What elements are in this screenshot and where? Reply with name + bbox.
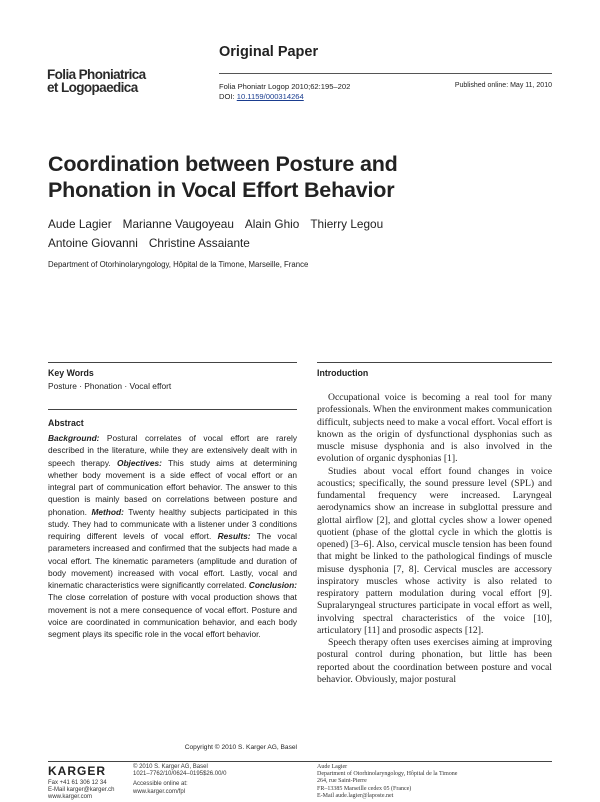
issn: 1021–7762/10/0624–0195$26.00/0 xyxy=(133,771,227,778)
author: Christine Assaiante xyxy=(148,236,250,250)
access-label: Accessible online at: xyxy=(133,781,188,788)
author: Thierry Legou xyxy=(310,217,384,231)
journal-url[interactable]: www.karger.com/fpl xyxy=(133,788,186,795)
abstract-label-results: Results: xyxy=(217,531,251,541)
author: Marianne Vaugoyeau xyxy=(122,217,234,231)
author-list xyxy=(48,215,548,253)
keywords-text: Posture · Phonation · Vocal effort xyxy=(48,381,172,391)
publisher-logo: KARGER xyxy=(48,764,107,778)
abstract-conclusion: The close correlation of posture with vocal production shows that movement is not a mere consequence of vocal effort. Posture and voice are coordinated in communication behavior, and each body segment plays its specific role in the vocal effort behavior. xyxy=(48,592,297,639)
divider xyxy=(317,362,552,363)
paragraph: Studies about vocal effort found changes in voice acoustics; specifically, the sound pressure level (SPL) and fundamental frequency were increased. Laryngeal aerodynamics show an increase in subglottal pressure and glottal airflow [2], and glottal cycles show a lower opened quotient (phase of the glottal cycle in which the glottis is opened) [3–6]. Also, cervical muscle tension has been found that might be linked to the pathological findings of muscle misuse dysphonia [7, 8]. Cervical muscles are accessory inspiratory muscles whose activity is also related to respiratory pattern modulation during vocal effort [9]. Supralaryngeal structures participate in vocal effort as well, involving spectral characteristics of the voice [10], articulatory [11] and prosodic aspects [12]. xyxy=(317,465,552,636)
abstract-label-method: Method: xyxy=(91,506,124,517)
header-divider xyxy=(219,73,552,74)
title-line2: Phonation in Vocal Effort Behavior xyxy=(48,178,395,202)
abstract-objectives: This study aims at determining whether body movement is a side effect of vocal effort or an integral part of communication effort behavior. The answer to this question is mainly based on correlations between posture and phonation. xyxy=(48,457,297,517)
abstract-label-objectives: Objectives: xyxy=(116,457,162,468)
address-line: Department of Otorhinolaryngology, Hôpital de la Timone xyxy=(317,771,458,778)
doi-label: DOI: xyxy=(219,92,235,101)
article-title xyxy=(48,151,568,203)
divider xyxy=(48,362,297,363)
introduction-heading: Introduction xyxy=(317,368,369,378)
footer-divider xyxy=(48,761,552,762)
published-online: Published online: May 11, 2010 xyxy=(454,82,552,89)
citation-block xyxy=(219,82,350,102)
abstract-heading: Abstract xyxy=(48,418,84,428)
author: Alain Ghio xyxy=(244,217,300,231)
footer-copyright: © 2010 S. Karger AG, Basel xyxy=(133,764,208,770)
title-line1: Coordination between Posture and xyxy=(48,152,398,176)
abstract-method: Twenty healthy subjects participated in this study. They had to communicate with a listener under 3 conditions requiring different levels of vocal effort. xyxy=(48,506,298,541)
author: Antoine Giovanni xyxy=(48,236,138,250)
keywords-heading: Key Words xyxy=(48,368,94,378)
abstract-background: Postural correlates of vocal effort are rarely described in the literature, while they are extensively dealt with in speech therapy. xyxy=(48,433,297,468)
paper-type: Original Paper xyxy=(219,44,319,60)
address-line: FR–13385 Marseille cedex 05 (France) xyxy=(317,785,412,792)
abstract-label-background: Background: xyxy=(48,433,100,443)
publisher-website[interactable]: www.karger.com xyxy=(48,794,93,801)
abstract-label-conclusion: Conclusion: xyxy=(248,580,298,590)
abstract-results: The vocal parameters increased and confirmed that the subjects had made a vocal effort. The kinematic parameters (amplitude and duration of body movement) increased with vocal effort. Lastly, vocal and kinematic characteristics were significantly correlated. xyxy=(48,531,298,590)
journal-logo xyxy=(47,68,146,94)
paragraph: Speech therapy often uses exercises aiming at improving postural control during phonation, but little has been reported about the coordination between posture and vocal behavior. Obviously, major postural xyxy=(317,637,552,685)
journal-name-line1: Folia Phoniatrica xyxy=(47,67,146,82)
corresponding-author: Aude Lagier xyxy=(317,764,348,770)
copyright-notice: Copyright © 2010 S. Karger AG, Basel xyxy=(184,744,297,751)
address-line: 264, rue Saint-Pierre xyxy=(317,778,367,785)
publisher-email[interactable]: E-Mail karger@karger.ch xyxy=(48,787,115,794)
citation: Folia Phoniatr Logop 2010;62:195–202 xyxy=(219,82,351,91)
doi-link[interactable]: 10.1159/000314264 xyxy=(236,92,304,101)
divider xyxy=(48,409,297,410)
affiliation: Department of Otorhinolaryngology, Hôpital de la Timone, Marseille, France xyxy=(48,260,309,269)
author-email[interactable]: E-Mail aude.lagier@laposte.net xyxy=(317,792,394,799)
introduction-body xyxy=(317,392,552,686)
journal-name-line2: et Logopaedica xyxy=(47,80,138,95)
fax: Fax +41 61 306 12 34 xyxy=(48,780,107,786)
author: Aude Lagier xyxy=(48,217,112,231)
abstract-body xyxy=(48,432,297,640)
publication-info xyxy=(133,764,226,796)
publisher-contact xyxy=(48,780,114,802)
paragraph: Occupational voice is becoming a real tool for many professionals. When the environment makes communication difficult, subjects need to make a vocal effort. Vocal effort is known as the origin of dysfunctional dysphonias such as muscle misuse dysphonia and is also involved in the evolution of organic dysphonias [1]. xyxy=(317,392,552,465)
